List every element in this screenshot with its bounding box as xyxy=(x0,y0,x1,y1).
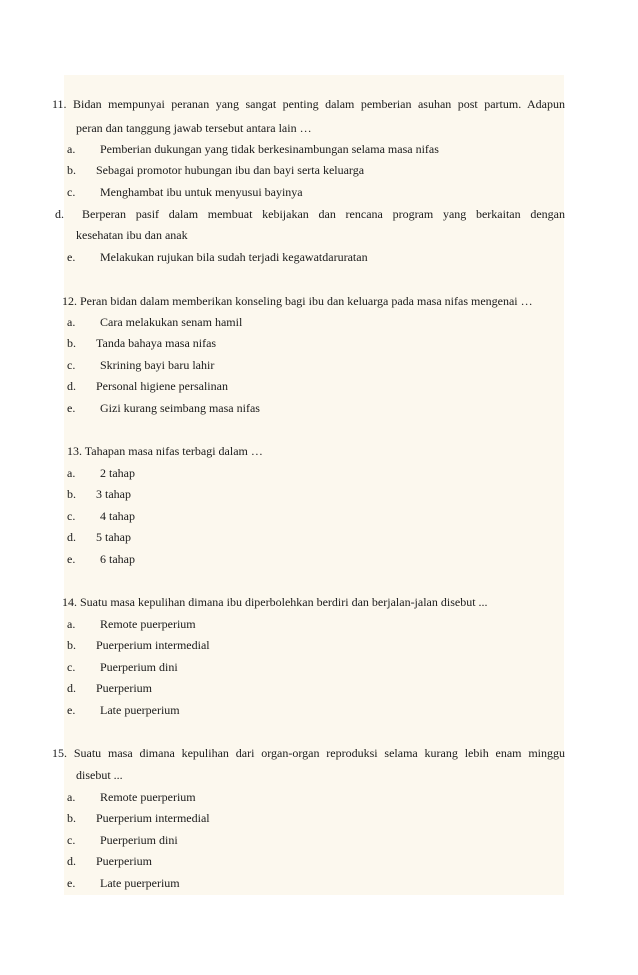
question-14-stem: 14. Suatu masa kepulihan dimana ibu diperbolehkan berdiri dan berjalan-jalan disebut ... xyxy=(62,595,488,609)
question-13-option-a-text: 2 tahap xyxy=(100,466,135,480)
question-14-option-a-text: Remote puerperium xyxy=(100,617,196,631)
question-11-option-b-letter: b. xyxy=(67,163,76,177)
question-14-option-a-letter: a. xyxy=(67,617,76,631)
question-14-option-e-text: Late puerperium xyxy=(100,703,180,717)
question-12-option-c-letter: c. xyxy=(67,358,76,372)
question-14-option-d-text: Puerperium xyxy=(96,681,152,695)
question-15-option-b-text: Puerperium intermedial xyxy=(96,811,210,825)
question-11-option-c-letter: c. xyxy=(67,185,76,199)
question-11-option-d-text: Berperan pasif dalam membuat kebijakan dan rencana program yang berkaitan dengan xyxy=(82,207,565,221)
question-13-option-d-letter: d. xyxy=(67,530,76,544)
question-12-option-b-letter: b. xyxy=(67,336,76,350)
question-13-option-d-text: 5 tahap xyxy=(96,530,131,544)
question-13-option-b-letter: b. xyxy=(67,487,76,501)
question-12-option-e-text: Gizi kurang seimbang masa nifas xyxy=(100,401,260,415)
question-15-option-a-letter: a. xyxy=(67,790,76,804)
question-12-option-b-text: Tanda bahaya masa nifas xyxy=(96,336,217,350)
question-14-option-b-text: Puerperium intermedial xyxy=(96,638,210,652)
question-15-option-e-text: Late puerperium xyxy=(100,876,180,890)
question-15-option-c-text: Puerperium dini xyxy=(100,833,178,847)
question-11-option-e-letter: e. xyxy=(67,250,76,264)
question-15-stem-line2: disebut ... xyxy=(76,768,123,782)
question-15-option-a-text: Remote puerperium xyxy=(100,790,196,804)
question-13-option-e-text: 6 tahap xyxy=(100,552,135,566)
question-12-option-d-text: Personal higiene persalinan xyxy=(96,379,228,393)
question-15-option-e-letter: e. xyxy=(67,876,76,890)
question-11-option-c-text: Menghambat ibu untuk menyusui bayinya xyxy=(100,185,303,199)
question-11-option-d-text-line2: kesehatan ibu dan anak xyxy=(76,228,188,242)
question-15-stem-line1: 15. Suatu masa dimana kepulihan dari organ-organ reproduksi selama kurang lebih enam minggu xyxy=(52,746,565,760)
question-12-stem: 12. Peran bidan dalam memberikan konseling bagi ibu dan keluarga pada masa nifas mengenai … xyxy=(62,294,533,308)
question-12-option-d-letter: d. xyxy=(67,379,76,393)
question-15-option-d-letter: d. xyxy=(67,854,76,868)
question-11-option-b-text: Sebagai promotor hubungan ibu dan bayi serta keluarga xyxy=(96,163,365,177)
question-14-option-c-letter: c. xyxy=(67,660,76,674)
question-11-option-d-letter: d. xyxy=(55,207,64,221)
question-11-stem-line2: peran dan tanggung jawab tersebut antara lain … xyxy=(76,121,312,135)
question-14-option-d-letter: d. xyxy=(67,681,76,695)
question-11-stem-line1: 11. Bidan mempunyai peranan yang sangat penting dalam pemberian asuhan post partum. Adapun xyxy=(52,97,565,111)
question-15-option-b-letter: b. xyxy=(67,811,76,825)
question-13-option-b-text: 3 tahap xyxy=(96,487,131,501)
question-13-option-c-letter: c. xyxy=(67,509,76,523)
question-11-option-e-text: Melakukan rujukan bila sudah terjadi kegawatdaruratan xyxy=(100,250,368,264)
question-12-option-e-letter: e. xyxy=(67,401,76,415)
question-13-option-e-letter: e. xyxy=(67,552,76,566)
question-13-option-c-text: 4 tahap xyxy=(100,509,135,523)
question-14-option-b-letter: b. xyxy=(67,638,76,652)
question-11-option-a-letter: a. xyxy=(67,142,76,156)
question-14-option-e-letter: e. xyxy=(67,703,76,717)
question-15-option-d-text: Puerperium xyxy=(96,854,152,868)
question-11-option-a-text: Pemberian dukungan yang tidak berkesinambungan selama masa nifas xyxy=(100,142,439,156)
question-12-option-c-text: Skrining bayi baru lahir xyxy=(100,358,215,372)
question-13-option-a-letter: a. xyxy=(67,466,76,480)
question-14-option-c-text: Puerperium dini xyxy=(100,660,178,674)
question-12-option-a-letter: a. xyxy=(67,315,76,329)
question-12-option-a-text: Cara melakukan senam hamil xyxy=(100,315,243,329)
question-13-stem: 13. Tahapan masa nifas terbagi dalam … xyxy=(67,444,263,458)
question-15-option-c-letter: c. xyxy=(67,833,76,847)
